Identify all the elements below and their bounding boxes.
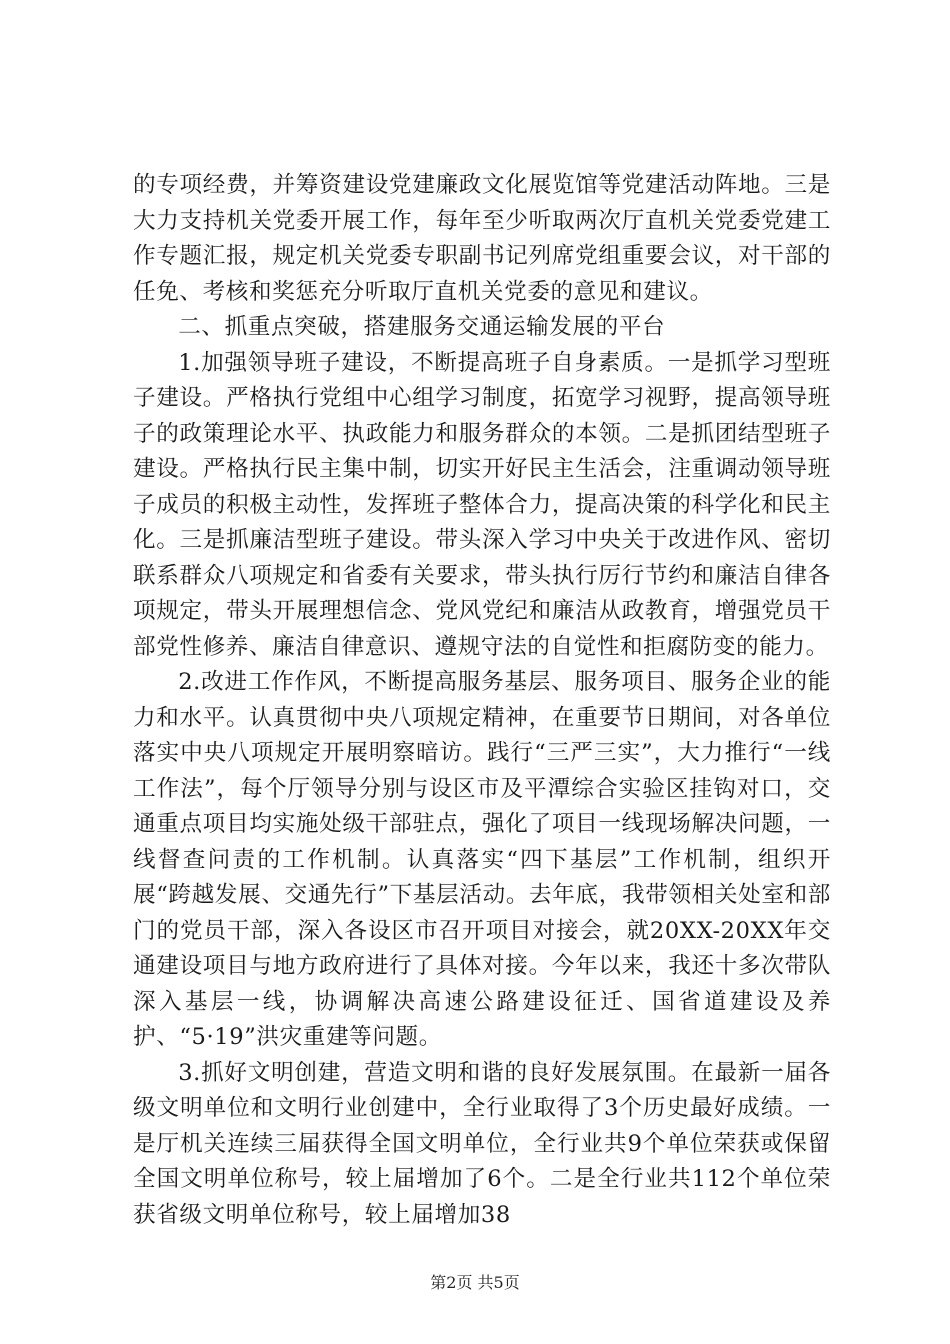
- document-body: [133, 168, 831, 1233]
- paragraph: 的专项经费，并筹资建设党建廉政文化展览馆等党建活动阵地。三是大力支持机关党委开展工作，每年至少听取两次厅直机关党委党建工作专题汇报，规定机关党委专职副书记列席党组重要会议，对干部的任免、考核和奖惩充分听取厅直机关党委的意见和建议。: [133, 172, 831, 305]
- paragraph: 3.抓好文明创建，营造文明和谐的良好发展氛围。在最新一届各级文明单位和文明行业创建中，全行业取得了3个历史最好成绩。一是厅机关连续三届获得全国文明单位，全行业共9个单位荣获或保留全国文明单位称号，较上届增加了6个。二是全行业共112个单位荣获省级文明单位称号，较上届增加38: [133, 1059, 831, 1228]
- section-heading: 二、抓重点突破，搭建服务交通运输发展的平台: [178, 314, 666, 340]
- paragraph: 1.加强领导班子建设，不断提高班子自身素质。一是抓学习型班子建设。严格执行党组中心组学习制度，拓宽学习视野，提高领导班子的政策理论水平、执政能力和服务群众的本领。二是抓团结型班子建设。严格执行民主集中制，切实开好民主生活会，注重调动领导班子成员的积极主动性，发挥班子整体合力，提高决策的科学化和民主化。三是抓廉洁型班子建设。带头深入学习中央关于改进作风、密切联系群众八项规定和省委有关要求，带头执行厉行节约和廉洁自律各项规定，带头开展理想信念、党风党纪和廉洁从政教育，增强党员干部党性修养、廉洁自律意识、遵规守法的自觉性和拒腐防变的能力。: [133, 349, 831, 660]
- paragraph: 2.改进工作作风，不断提高服务基层、服务项目、服务企业的能力和水平。认真贯彻中央八项规定精神，在重要节日期间，对各单位落实中央八项规定开展明察暗访。践行“三严三实”，大力推行“一线工作法”，每个厅领导分别与设区市及平潭综合实验区挂钩对口，交通重点项目均实施处级干部驻点，强化了项目一线现场解决问题，一线督查问责的工作机制。认真落实“四下基层”工作机制，组织开展“跨越发展、交通先行”下基层活动。去年底，我带领相关处室和部门的党员干部，深入各设区市召开项目对接会，就20XX-20XX年交通建设项目与地方政府进行了具体对接。今年以来，我还十多次带队深入基层一线，协调解决高速公路建设征迁、国省道建设及养护、“5·19”洪灾重建等问题。: [133, 669, 831, 1050]
- page-number-footer: 第2页 共5页: [430, 1273, 520, 1292]
